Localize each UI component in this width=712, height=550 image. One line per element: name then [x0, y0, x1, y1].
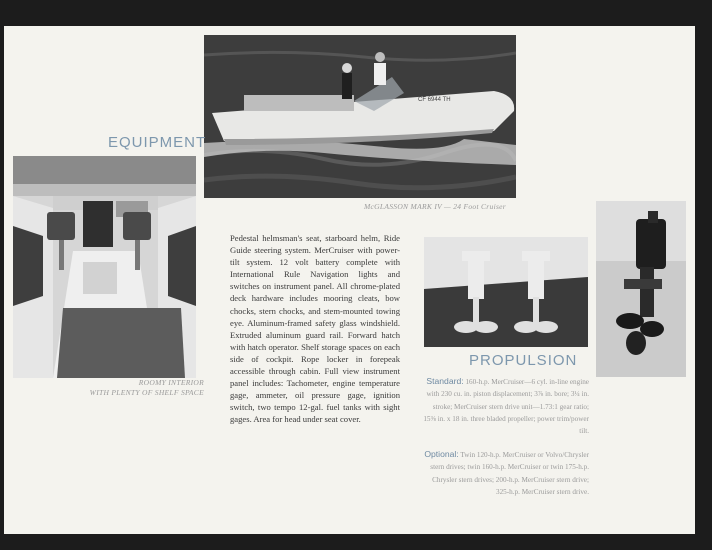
standard-text: 160-h.p. MerCruiser—6 cyl. in-line engine with 230 cu. in. piston displacement; 3⅞ in. bore; 3¼ in. stroke; MerCruiser stern drive unit—1.73:1 gear ratio; 15⅜ in. x 18 in. three bladed propeller; power trim/power tilt.	[423, 378, 589, 436]
hull-number: CF 6944 TH	[418, 97, 451, 103]
optional-label: Optional:	[424, 449, 459, 459]
interior-caption-line1: ROOMY INTERIOR	[138, 378, 204, 387]
optional-text: Twin 120-h.p. MerCruiser or Volvo/Chrysler stern drives; twin 160-h.p. MerCruiser or twin 175-h.p. Chrysler stern drives; 200-h.p. MerCruiser stern drive; 325-h.p. MerCruiser stern drive.	[430, 451, 589, 496]
standard-label: Standard:	[426, 376, 464, 386]
optional-spec	[419, 448, 589, 498]
standard-spec	[419, 375, 589, 437]
interior-photo	[13, 156, 196, 378]
interior-caption-line2: WITH PLENTY OF SHELF SPACE	[89, 388, 204, 397]
twin-drives-photo	[424, 237, 588, 347]
stern-drive-photo	[596, 201, 686, 377]
brochure-page	[4, 26, 695, 534]
equipment-heading: EQUIPMENT	[108, 134, 207, 151]
equipment-description: Pedestal helmsman's seat, starboard helm, Ride Guide steering system. MerCruiser with power-tilt system. 12 volt battery complete with International Rule Navigation lights and switches on instrument panel. All chrome-plated deck hardware includes mooring cleats, bow chocks, stern chocks, and stem-mounted towing eye. Aluminum-framed safety glass windshield. Extruded aluminum guard rail. Forward hatch with hatch operator. Shelf storage spaces on each side of cockpit. Rope locker in forepeak accessible through cabin. Full view instrument panel includes: Tachometer, engine temperature gage, ammeter, oil pressure gage, ignition switch, two tempo 12-gal. fuel tanks with sight gages. Area for head under seat cover.	[230, 233, 400, 425]
propulsion-heading: PROPULSION	[469, 352, 578, 369]
interior-caption	[44, 378, 204, 398]
cruiser-photo	[204, 35, 516, 198]
cruiser-caption: McGLASSON MARK IV — 24 Foot Cruiser	[364, 202, 507, 211]
